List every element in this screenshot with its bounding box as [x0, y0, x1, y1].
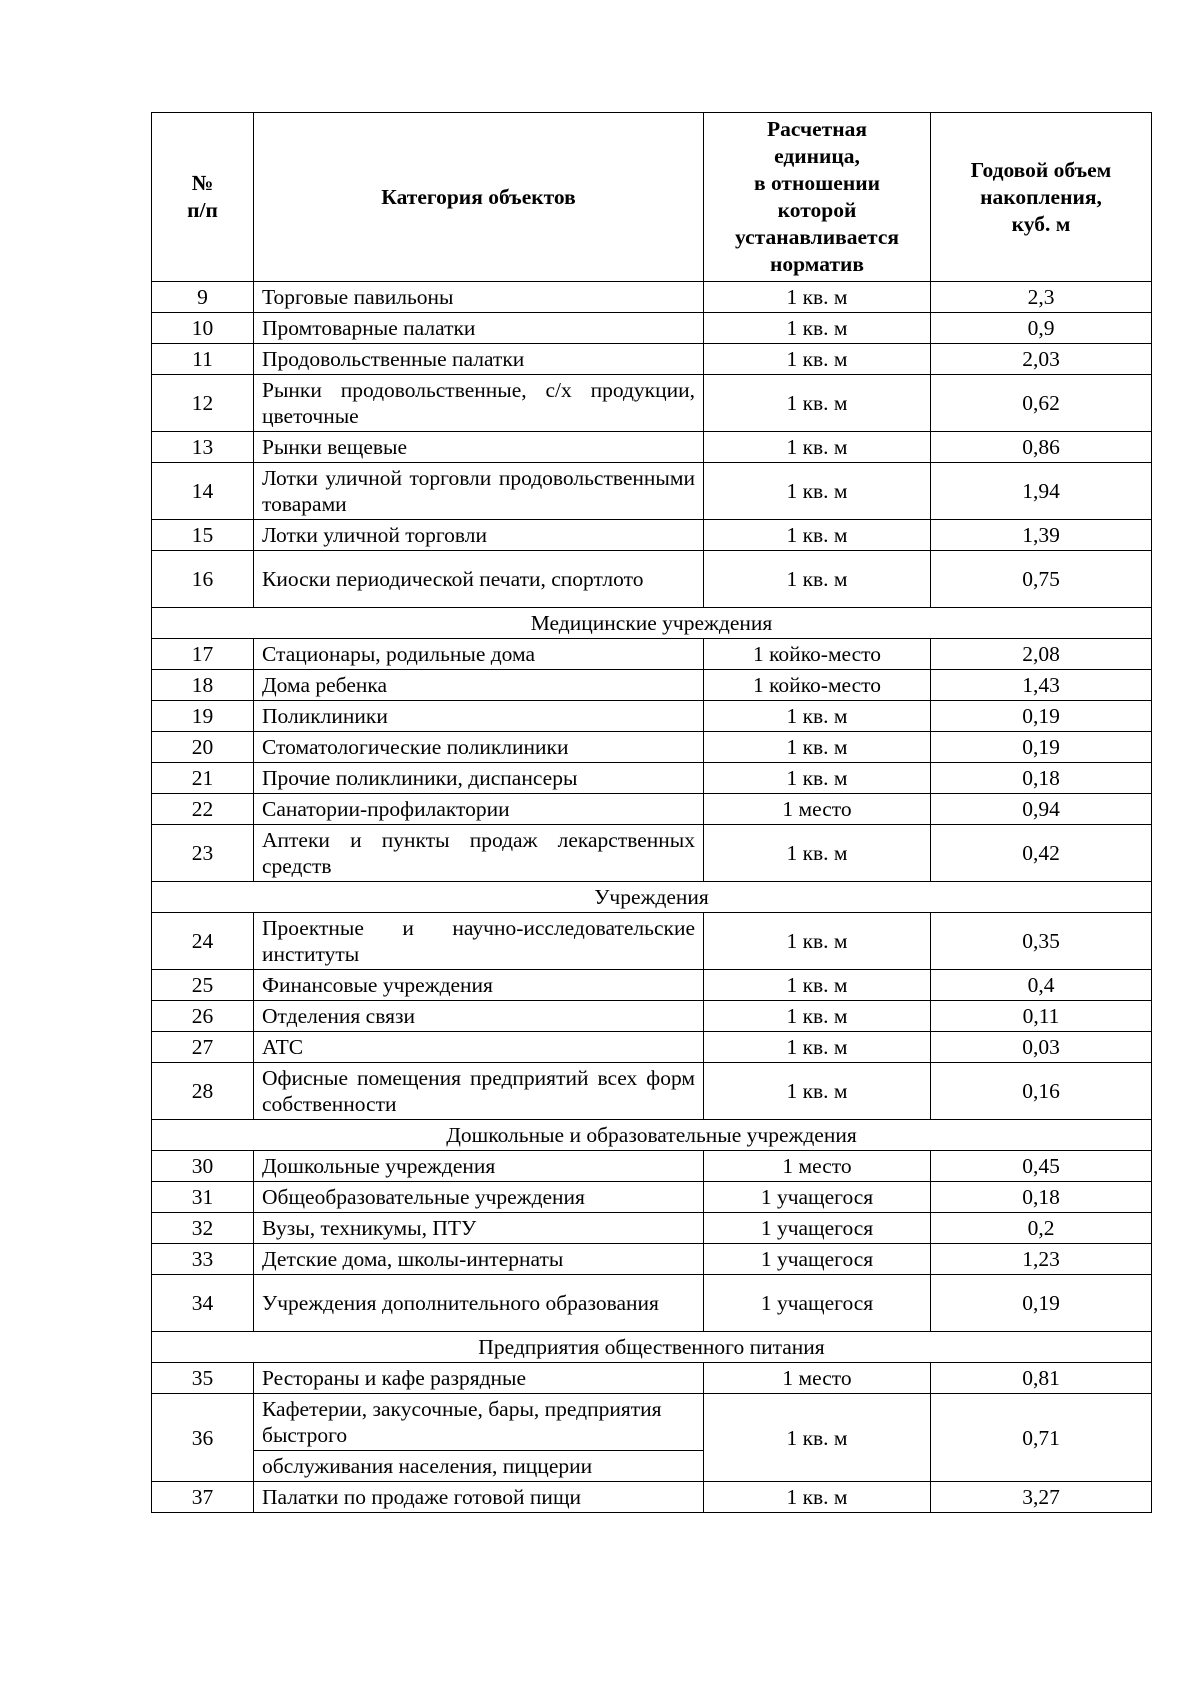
- table-row: [152, 375, 1152, 432]
- row-num: 31: [152, 1182, 254, 1213]
- row-num: 25: [152, 970, 254, 1001]
- row-unit: 1 кв. м: [704, 344, 931, 375]
- row-num: 23: [152, 825, 254, 882]
- row-category: АТС: [254, 1032, 704, 1063]
- row-category: Палатки по продаже готовой пищи: [254, 1482, 704, 1513]
- table-row: [152, 551, 1152, 608]
- table-row: [152, 1001, 1152, 1032]
- row-unit: 1 кв. м: [704, 1063, 931, 1120]
- row-num: 13: [152, 432, 254, 463]
- section-row-institutions: [152, 882, 1152, 913]
- row-category: Общеобразовательные учреждения: [254, 1182, 704, 1213]
- row-category: Учреждения дополнительного образования: [254, 1275, 704, 1332]
- table-row: [152, 1363, 1152, 1394]
- row-volume: 0,19: [931, 732, 1152, 763]
- row-volume: 0,16: [931, 1063, 1152, 1120]
- row-volume: 0,4: [931, 970, 1152, 1001]
- row-volume: 1,43: [931, 670, 1152, 701]
- row-category: Финансовые учреждения: [254, 970, 704, 1001]
- table-row: [152, 1482, 1152, 1513]
- row-volume: 0,86: [931, 432, 1152, 463]
- row-volume: 2,08: [931, 639, 1152, 670]
- row-category: Киоски периодической печати, спортлото: [254, 551, 704, 608]
- table-row: [152, 794, 1152, 825]
- table-body: [152, 282, 1152, 1513]
- row-volume: 0,94: [931, 794, 1152, 825]
- row-num: 30: [152, 1151, 254, 1182]
- row-volume: 2,03: [931, 344, 1152, 375]
- row-category: Детские дома, школы-интернаты: [254, 1244, 704, 1275]
- row-unit: 1 кв. м: [704, 551, 931, 608]
- row-category: Кафетерии, закусочные, бары, предприятия быстрого: [254, 1394, 704, 1451]
- table-row: [152, 1182, 1152, 1213]
- row-unit: 1 кв. м: [704, 1482, 931, 1513]
- row-unit: 1 кв. м: [704, 375, 931, 432]
- row-category-continuation: обслуживания населения, пиццерии: [254, 1451, 704, 1482]
- table-row: [152, 913, 1152, 970]
- table-row: [152, 639, 1152, 670]
- table-row: [152, 1275, 1152, 1332]
- row-num: 28: [152, 1063, 254, 1120]
- row-unit: 1 койко-место: [704, 639, 931, 670]
- header-volume: Годовой объем накопления, куб. м: [931, 113, 1152, 282]
- row-num: 27: [152, 1032, 254, 1063]
- row-num: 24: [152, 913, 254, 970]
- section-title: Учреждения: [152, 882, 1152, 913]
- section-title: Предприятия общественного питания: [152, 1332, 1152, 1363]
- row-num: 35: [152, 1363, 254, 1394]
- table-row: [152, 282, 1152, 313]
- row-volume: 2,3: [931, 282, 1152, 313]
- table-row: [152, 970, 1152, 1001]
- row-unit: 1 кв. м: [704, 432, 931, 463]
- row-num: 33: [152, 1244, 254, 1275]
- table-row: [152, 1394, 1152, 1451]
- table-row: [152, 344, 1152, 375]
- row-num: 37: [152, 1482, 254, 1513]
- row-category: Санатории-профилактории: [254, 794, 704, 825]
- table-row: [152, 1032, 1152, 1063]
- row-category: Прочие поликлиники, диспансеры: [254, 763, 704, 794]
- row-category: Рестораны и кафе разрядные: [254, 1363, 704, 1394]
- section-title: Медицинские учреждения: [152, 608, 1152, 639]
- section-row-catering: [152, 1332, 1152, 1363]
- table-row: [152, 732, 1152, 763]
- table-row: [152, 1063, 1152, 1120]
- row-category: Лотки уличной торговли: [254, 520, 704, 551]
- row-num: 21: [152, 763, 254, 794]
- row-unit: 1 кв. м: [704, 463, 931, 520]
- table-row: [152, 520, 1152, 551]
- table-row: [152, 763, 1152, 794]
- row-num: 12: [152, 375, 254, 432]
- row-volume: 1,94: [931, 463, 1152, 520]
- section-title: Дошкольные и образовательные учреждения: [152, 1120, 1152, 1151]
- row-num: 15: [152, 520, 254, 551]
- row-num: 32: [152, 1213, 254, 1244]
- row-category: Аптеки и пункты продаж лекарственных средств: [254, 825, 704, 882]
- header-unit: Расчетная единица, в отношении которой устанавливается норматив: [704, 113, 931, 282]
- row-category: Рынки продовольственные, с/х продукции, цветочные: [254, 375, 704, 432]
- row-category: Вузы, техникумы, ПТУ: [254, 1213, 704, 1244]
- row-unit: 1 кв. м: [704, 1394, 931, 1482]
- row-num: 19: [152, 701, 254, 732]
- row-category: Стоматологические поликлиники: [254, 732, 704, 763]
- row-volume: 0,42: [931, 825, 1152, 882]
- row-num: 20: [152, 732, 254, 763]
- row-num: 26: [152, 1001, 254, 1032]
- row-unit: 1 кв. м: [704, 313, 931, 344]
- row-num: 22: [152, 794, 254, 825]
- row-volume: 0,75: [931, 551, 1152, 608]
- row-category: Промтоварные палатки: [254, 313, 704, 344]
- row-unit: 1 место: [704, 1363, 931, 1394]
- row-unit: 1 койко-место: [704, 670, 931, 701]
- header-num: № п/п: [152, 113, 254, 282]
- row-num: 10: [152, 313, 254, 344]
- row-volume: 0,18: [931, 763, 1152, 794]
- row-volume: 1,23: [931, 1244, 1152, 1275]
- row-unit: 1 кв. м: [704, 732, 931, 763]
- row-category: Отделения связи: [254, 1001, 704, 1032]
- section-row-education: [152, 1120, 1152, 1151]
- section-row-medical: [152, 608, 1152, 639]
- table-row: [152, 825, 1152, 882]
- row-category: Торговые павильоны: [254, 282, 704, 313]
- table-row: [152, 1151, 1152, 1182]
- row-volume: 0,62: [931, 375, 1152, 432]
- row-unit: 1 учащегося: [704, 1275, 931, 1332]
- row-category: Рынки вещевые: [254, 432, 704, 463]
- row-unit: 1 кв. м: [704, 520, 931, 551]
- row-volume: 1,39: [931, 520, 1152, 551]
- row-unit: 1 учащегося: [704, 1244, 931, 1275]
- row-unit: 1 кв. м: [704, 763, 931, 794]
- row-volume: 0,19: [931, 1275, 1152, 1332]
- row-unit: 1 кв. м: [704, 913, 931, 970]
- row-num: 36: [152, 1394, 254, 1482]
- row-category: Дома ребенка: [254, 670, 704, 701]
- row-volume: 0,71: [931, 1394, 1152, 1482]
- table-row: [152, 432, 1152, 463]
- row-volume: 0,18: [931, 1182, 1152, 1213]
- row-num: 18: [152, 670, 254, 701]
- row-unit: 1 учащегося: [704, 1213, 931, 1244]
- row-category: Продовольственные палатки: [254, 344, 704, 375]
- row-num: 17: [152, 639, 254, 670]
- norms-table: [151, 112, 1152, 1513]
- row-volume: 0,11: [931, 1001, 1152, 1032]
- row-unit: 1 кв. м: [704, 1001, 931, 1032]
- row-unit: 1 учащегося: [704, 1182, 931, 1213]
- row-volume: 0,35: [931, 913, 1152, 970]
- row-volume: 0,45: [931, 1151, 1152, 1182]
- row-num: 9: [152, 282, 254, 313]
- row-category: Лотки уличной торговли продовольственными товарами: [254, 463, 704, 520]
- table-row: [152, 1244, 1152, 1275]
- row-num: 11: [152, 344, 254, 375]
- row-category: Проектные и научно-исследовательские институты: [254, 913, 704, 970]
- table-row: [152, 670, 1152, 701]
- row-unit: 1 место: [704, 794, 931, 825]
- table-row: [152, 1213, 1152, 1244]
- row-unit: 1 кв. м: [704, 1032, 931, 1063]
- row-volume: 0,2: [931, 1213, 1152, 1244]
- row-unit: 1 кв. м: [704, 282, 931, 313]
- row-category: Стационары, родильные дома: [254, 639, 704, 670]
- table-row: [152, 701, 1152, 732]
- row-num: 34: [152, 1275, 254, 1332]
- row-volume: 0,9: [931, 313, 1152, 344]
- row-volume: 3,27: [931, 1482, 1152, 1513]
- table-header-row: [152, 113, 1152, 282]
- row-category: Поликлиники: [254, 701, 704, 732]
- row-category: Офисные помещения предприятий всех форм собственности: [254, 1063, 704, 1120]
- row-volume: 0,19: [931, 701, 1152, 732]
- row-unit: 1 место: [704, 1151, 931, 1182]
- table-row: [152, 313, 1152, 344]
- header-category: Категория объектов: [254, 113, 704, 282]
- row-num: 14: [152, 463, 254, 520]
- row-unit: 1 кв. м: [704, 970, 931, 1001]
- row-num: 16: [152, 551, 254, 608]
- table-row: [152, 463, 1152, 520]
- row-category: Дошкольные учреждения: [254, 1151, 704, 1182]
- row-volume: 0,03: [931, 1032, 1152, 1063]
- row-volume: 0,81: [931, 1363, 1152, 1394]
- row-unit: 1 кв. м: [704, 701, 931, 732]
- row-unit: 1 кв. м: [704, 825, 931, 882]
